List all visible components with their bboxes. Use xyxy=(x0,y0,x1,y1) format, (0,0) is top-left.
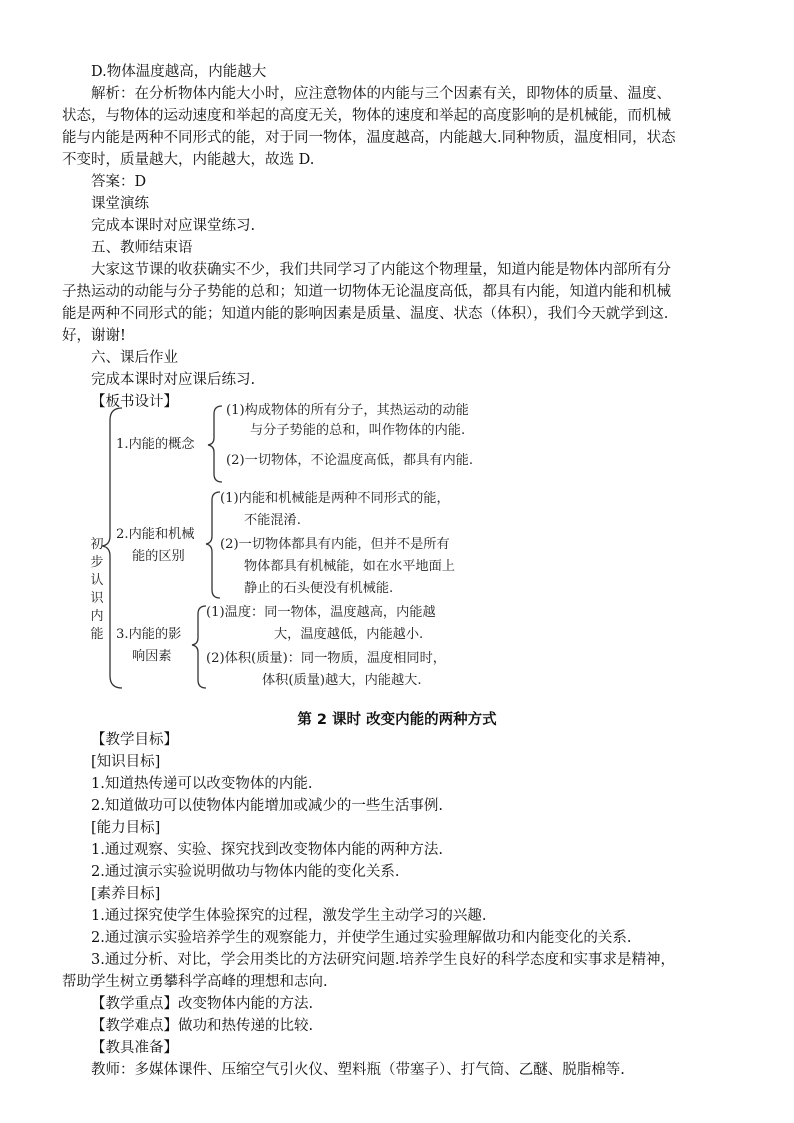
root-label-char: 初 xyxy=(90,537,104,552)
text-line: 1.知道热传递可以改变物体的内能. xyxy=(91,776,313,792)
board-section-3-label: 3.内能的影 xyxy=(116,627,182,642)
section-heading: 【教具准备】 xyxy=(91,1040,178,1056)
section-heading: 【板书设计】 xyxy=(91,394,178,410)
section-heading: 五、教师结束语 xyxy=(91,240,193,256)
text-line: 2.知道做功可以使物体内能增加或减少的一些生活事例. xyxy=(91,798,443,814)
text-line: 不变时，质量越大，内能越大，故选 D. xyxy=(62,152,315,168)
board-section-1-label: 1.内能的概念 xyxy=(116,437,195,452)
board-item: 不能混淆. xyxy=(244,513,301,528)
root-label xyxy=(89,536,105,644)
text-line: 【教学重点】改变物体内能的方法. xyxy=(91,996,314,1012)
root-label-char: 能 xyxy=(90,627,104,642)
section-heading: 【教学目标】 xyxy=(91,732,178,748)
text-line: 1.通过探究使学生体验探究的过程，激发学生主动学习的兴趣. xyxy=(91,908,487,924)
text-line: 完成本课时对应课堂练习. xyxy=(91,218,256,234)
text-line: 状态，与物体的运动速度和举起的高度无关，物体的速度和举起的高度影响的是机械能，而机械 xyxy=(62,108,671,124)
text-line: 教师：多媒体课件、压缩空气引火仪、塑料瓶（带塞子）、打气筒、乙醚、脱脂棉等. xyxy=(91,1062,625,1078)
text-line: 答案：D xyxy=(91,174,147,190)
board-item: 大，温度越低，内能越小. xyxy=(274,627,424,642)
board-section-3-label: 响因素 xyxy=(132,649,172,664)
board-root-label xyxy=(89,536,105,644)
board-item: 与分子势能的总和，叫作物体的内能. xyxy=(250,423,466,438)
board-item: (2)一切物体都具有内能，但并不是所有 xyxy=(220,537,450,552)
text-line: 课堂演练 xyxy=(91,196,149,212)
root-label-char: 步 xyxy=(90,555,104,570)
board-item: 体积(质量)越大，内能越大. xyxy=(262,673,422,688)
text-line: 子热运动的动能与分子势能的总和；知道一切物体无论温度高低，都具有内能，知道内能和机械 xyxy=(62,284,671,300)
sub-heading: [知识目标] xyxy=(91,754,161,770)
lesson-title: 第 2 课时 改变内能的两种方式 xyxy=(297,712,497,728)
section-heading: 六、课后作业 xyxy=(91,350,178,366)
sub-heading: [素养目标] xyxy=(91,886,161,902)
text-line: 大家这节课的收获确实不少，我们共同学习了内能这个物理量，知道内能是物体内部所有分 xyxy=(91,262,671,278)
text-line: 2.通过演示实验培养学生的观察能力，并使学生通过实验理解做功和内能变化的关系. xyxy=(91,930,632,946)
text-line: 完成本课时对应课后练习. xyxy=(91,372,256,388)
board-section-2-label: 2.内能和机械 xyxy=(116,527,195,542)
board-item: (2)体积(质量)：同一物质，温度相同时， xyxy=(206,651,446,666)
board-item: (1)构成物体的所有分子，其热运动的动能 xyxy=(226,403,469,418)
text-line: 能是两种不同形式的能；知道内能的影响因素是质量、温度、状态（体积），我们今天就学到这. xyxy=(62,306,669,322)
board-item: (1)内能和机械能是两种不同形式的能， xyxy=(220,491,450,506)
text-line: 解析：在分析物体内能大小时，应注意物体的内能与三个因素有关，即物体的质量、温度、 xyxy=(91,86,671,102)
sub-heading: [能力目标] xyxy=(91,820,161,836)
board-item: 物体都具有机械能，如在水平地面上 xyxy=(244,559,455,574)
text-line: 能与内能是两种不同形式的能，对于同一物体，温度越高，内能越大.同种物质，温度相同，状态 xyxy=(62,130,676,146)
root-label-char: 认 xyxy=(90,573,104,588)
text-line: 帮助学生树立勇攀科学高峰的理想和志向. xyxy=(62,974,328,990)
board-section-2-label: 能的区别 xyxy=(132,549,185,564)
text-line: 【教学难点】做功和热传递的比较. xyxy=(91,1018,314,1034)
text-line: 好，谢谢! xyxy=(62,328,126,344)
text-line: D.物体温度越高，内能越大 xyxy=(91,64,267,80)
board-item: (2)一切物体，不论温度高低，都具有内能. xyxy=(226,453,474,468)
board-item: (1)温度：同一物体，温度越高，内能越 xyxy=(206,605,436,620)
board-item: 静止的石头便没有机械能. xyxy=(244,581,394,596)
text-line: 1.通过观察、实验、探究找到改变物体内能的两种方法. xyxy=(91,842,443,858)
root-label-char: 内 xyxy=(90,609,104,624)
text-line: 3.通过分析、对比，学会用类比的方法研究问题.培养学生良好的科学态度和实事求是精神， xyxy=(91,952,675,968)
root-label-char: 识 xyxy=(90,591,104,606)
text-line: 2.通过演示实验说明做功与物体内能的变化关系. xyxy=(91,864,400,880)
